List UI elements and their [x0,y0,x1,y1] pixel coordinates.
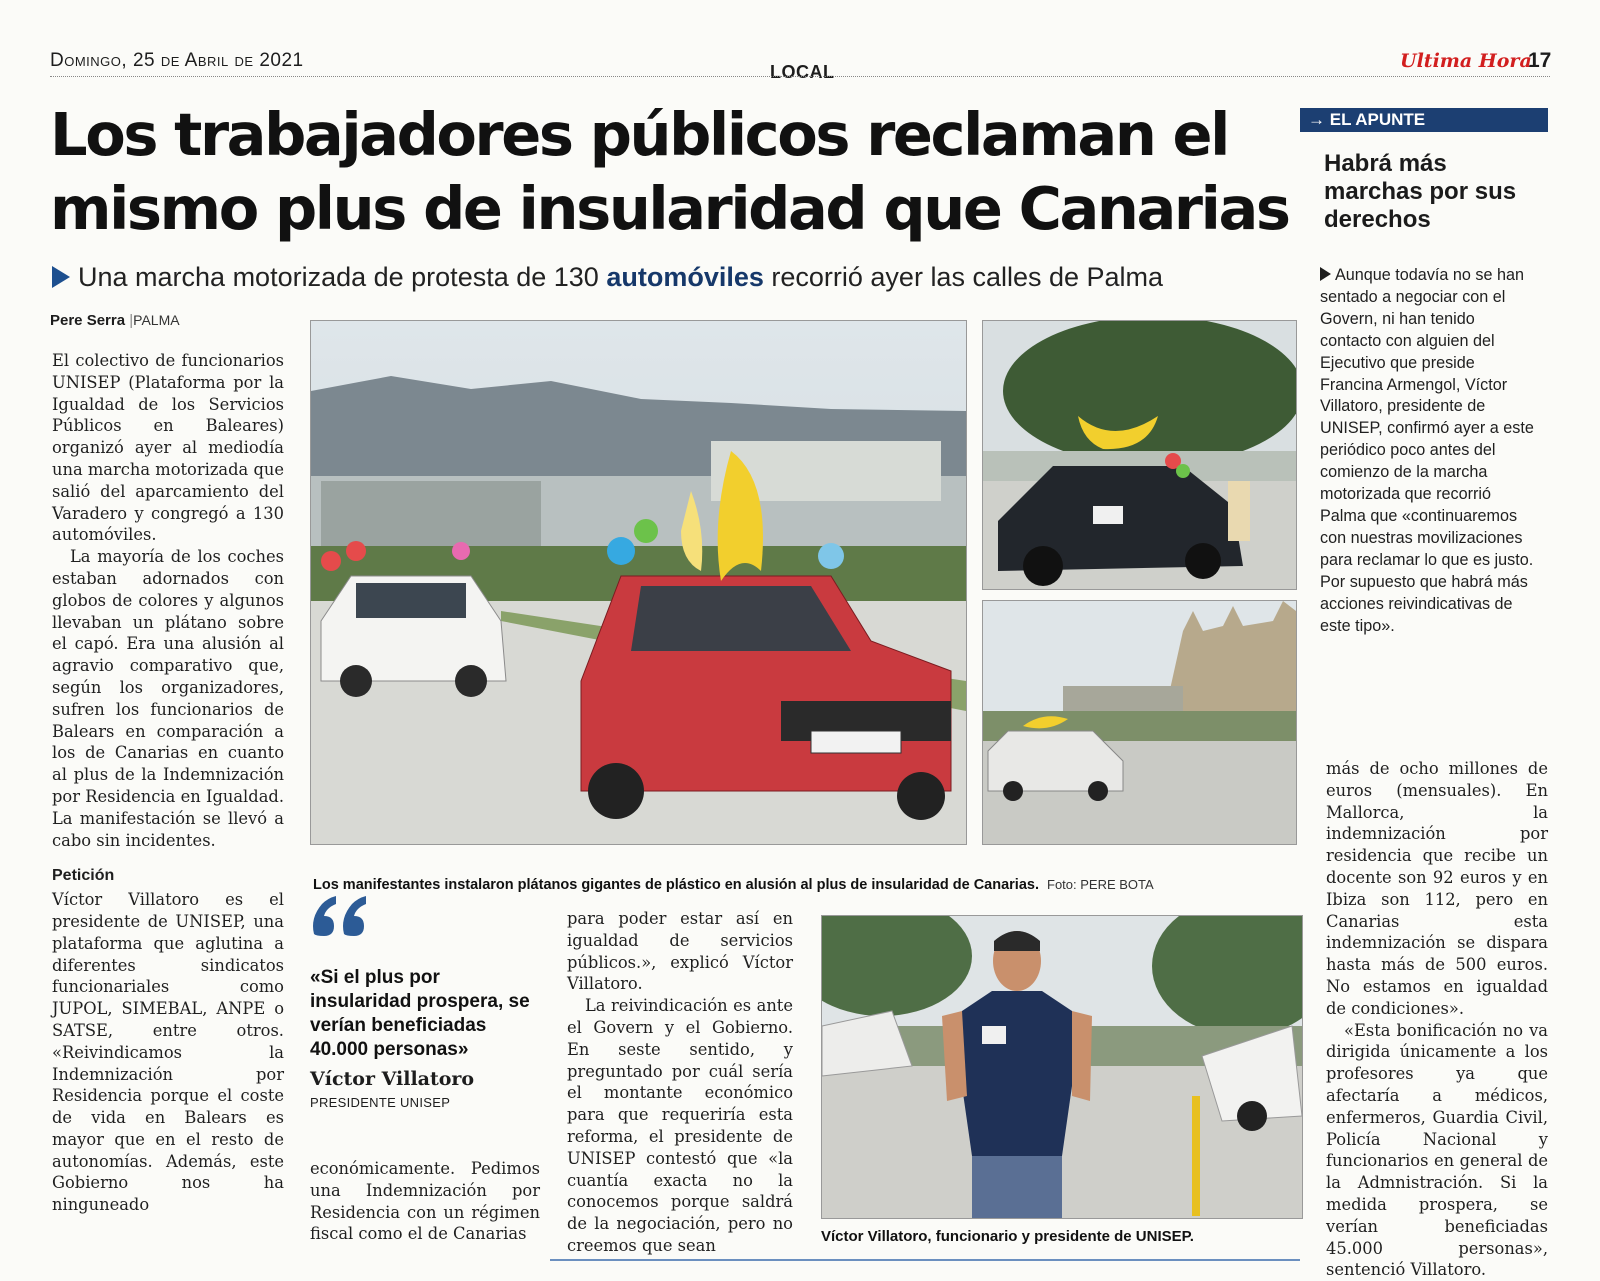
newspaper-brand: Ultima Hora [1400,50,1532,72]
portrait-caption: Víctor Villatoro, funcionario y presidente de UNISEP. [821,1228,1194,1245]
paragraph: La mayoría de los coches estaban adornados con globos de colores y algunos llevaban un plátano sobre el capó. Era una alusión al agravio comparativo que, según los organizadores, sufren los funcionarios de Balears en comparación a los de Canarias en cuanto al plus de la Indemnización por Residencia en Igualdad. La manifestación se llevó a cabo sin incidentes. [52,547,284,850]
play-triangle-icon [1320,267,1331,281]
text-column-4 [1326,758,1548,1281]
main-photo-red-car [310,320,967,845]
paragraph: Víctor Villatoro es el presidente de UNISEP, una plataforma que aglutina a diferentes sindicatos funcionariales como JUPOL, SIMEBAL, ANPE o SATSE, entre otros. «Reivindicamos la Indemnización por Residencia porque el coste de vida en Balears es mayor que en el resto de autonomías. Además, este Gobierno nos ha ninguneado [52,890,284,1215]
arrow-right-icon: → [1308,110,1330,129]
byline-author: Pere Serra [50,312,126,329]
byline-place: PALMA [133,312,180,328]
page-number: 17 [1528,49,1552,72]
el-apunte-body: Aunque todavía no se han sentado a negociar con el Govern, ni han tenido contacto con alguien del Ejecutivo que preside Francina Armengol, Víctor Villatoro, presidente de UNISEP, confirmó ayer a este periódico poco antes del comienzo de la marcha motorizada que recorrió Palma que «continuaremos con nuestras movilizaciones para reclamar lo que es justo. Por supuesto que habrá más acciones reivindicativas de este tipo». [1320,266,1534,635]
photo-black-car [982,320,1297,590]
caption-text: Los manifestantes instalaron plátanos gigantes de plástico en alusión al plus de insularidad de Canarias. [313,877,1039,893]
paragraph: «Esta bonificación no va dirigida únicamente a los profesores ya que afectaría a médicos, enfermeros, Guardia Civil, Policía Nacional y funcionarios en general de la Admnistración. Si la medida prospera, se verían beneficiadas 45.000 personas», sentenció Villatoro. [1326,1020,1548,1280]
issue-date: Domingo, 25 de Abril de 2021 [50,50,304,71]
play-triangle-icon [52,266,70,288]
footer-rule [550,1259,1300,1261]
el-apunte-label-text: EL APUNTE [1329,110,1426,129]
paragraph: La reivindicación es ante el Govern y el Gobierno. En seste sentido, y preguntado por cuál sería el montante económico para que requeriría esta reforma, el presidente de UNISEP contestó que «la cuantía exacta no la conocemos porque saldrá de la negociación, pero no creemos que sean [567,996,793,1255]
photo-black-car-image [983,321,1296,589]
text-column-1 [52,350,284,1216]
subheading-peticion: Petición [52,867,115,885]
byline: Pere Serra |PALMA [50,312,180,329]
header-rule [50,76,1550,77]
photo-portrait-villatoro [821,915,1303,1219]
paragraph: para poder estar así en igualdad de servicios públicos.», explicó Víctor Villatoro. [567,909,793,994]
article-headline: Los trabajadores públicos reclaman el mismo plus de insularidad que Canarias [50,100,1289,243]
main-photo-caption [313,877,1154,893]
pull-quote-author: Víctor Villatoro [310,1068,475,1090]
pull-quote-text: «Si el plus por insularidad prospera, se verían beneficiadas 40.000 personas» [310,967,530,1060]
paragraph: más de ocho millones de euros (mensuales). En Mallorca, la indemnización por residencia que recibe un docente son 92 euros y en Ibiza son 112, pero en Canarias esta indemnización se dispara hasta más de 500 euros. No estamos en igualdad de condiciones». [1326,759,1548,1018]
el-apunte-label [1300,108,1548,132]
photo-cathedral-image [983,601,1296,844]
paragraph: económicamente. Pedimos una Indemnización por Residencia con un régimen fiscal como el de Canarias [310,1159,540,1244]
photo-cathedral-march [982,600,1297,845]
article-subheadline [52,262,1312,293]
subhead-bold: automóviles [606,262,764,292]
el-apunte-title: Habrá más marchas por sus derechos [1324,150,1517,233]
paragraph: El colectivo de funcionarios UNISEP (Plataforma por la Igualdad de los Servicios Públicos en Baleares) organizó ayer al mediodía una marcha motorizada que salió del aparcamiento del Varadero y congregó a 130 automóviles. [52,351,284,545]
pull-quote-role: PRESIDENTE UNISEP [310,1095,451,1110]
el-apunte-text [1320,265,1535,637]
subhead-part-1: Una marcha motorizada de protesta de 130 [78,262,599,292]
photo-credit: Foto: PERE BOTA [1047,877,1154,892]
text-column-3 [567,908,793,1257]
portrait-image [822,916,1302,1218]
text-column-2 [310,1158,540,1245]
main-photo-image [311,321,966,844]
subhead-part-2: recorrió ayer las calles de Palma [771,262,1164,292]
section-label: LOCAL [770,62,835,82]
quote-mark-icon [310,890,370,944]
